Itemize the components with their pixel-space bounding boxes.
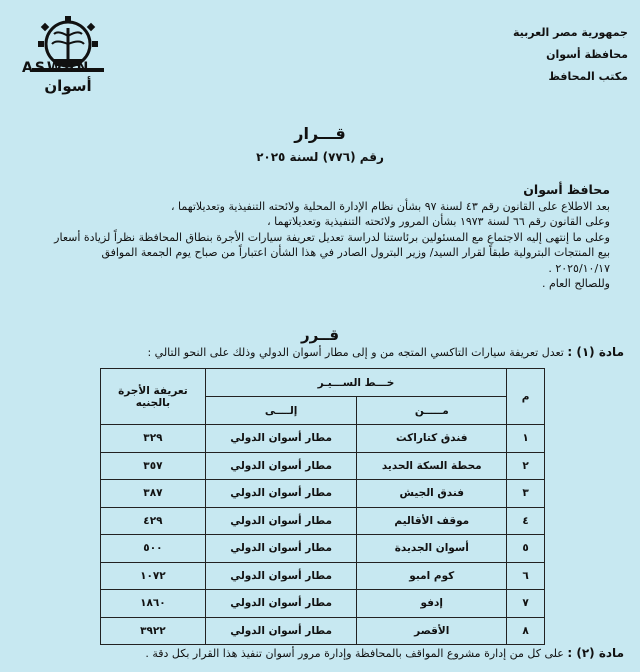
letterhead-governorate: محافظة أسوان [546,48,628,61]
preamble-line: وعلى ما إنتهى إليه الاجتماع مع المسئولين برئاستنا لدراسة تعديل تعريفة سيارات الأجرة بنطاق المحافظة نظراً لزيادة أسعار بيع المنتجات البترولية طبقاً لقرار السيد/ وزير البترول الصادر في هذا الشأن اعتباراً من صباح يوم الجمعة الموافق ٢٠٢٥/١٠/١٧ . [54,230,610,275]
preamble [50,182,610,292]
table-row [101,590,545,618]
cell-no: ٥ [507,535,545,563]
table-row [101,425,545,453]
article-1-label: مادة (١) : [567,345,624,359]
article-2 [24,646,624,660]
fare-table [100,368,545,645]
cell-to: مطار أسوان الدولي [205,452,357,480]
cell-from: الأقصر [357,617,507,645]
col-header-route: خـــط الســـيـر [205,369,506,397]
letterhead [468,22,628,88]
cell-fare: ١٨٦٠ [101,590,206,618]
decree-number: رقم (٧٧٦) لسنة ٢٠٢٥ [256,150,384,164]
table-row [101,535,545,563]
table-row [101,452,545,480]
table-row [101,617,545,645]
cell-from: كوم امبو [357,562,507,590]
preamble-line: بعد الاطلاع على القانون رقم ٤٣ لسنة ٩٧ بشأن نظام الإدارة المحلية ولائحته التنفيذية وتعديلاتهما ، [171,199,610,213]
logo-arabic-text: أسوان [44,77,92,95]
cell-no: ٨ [507,617,545,645]
cell-no: ٣ [507,480,545,508]
cell-fare: ٤٢٩ [101,507,206,535]
preamble-line: وللصالح العام . [541,277,610,290]
governor-heading: محافظ أسوان [523,182,610,197]
cell-fare: ١٠٧٢ [101,562,206,590]
decree-title: قـــرار [294,124,346,143]
article-2-text: على كل من إدارة مشروع المواقف بالمحافظة وإدارة مرور أسوان تنفيذ هذا القرار بكل دقة . [145,647,564,660]
col-header-no: م [507,369,545,425]
cell-fare: ٣٢٩ [101,425,206,453]
cell-from: إدفو [357,590,507,618]
cell-no: ٧ [507,590,545,618]
cell-fare: ٥٠٠ [101,535,206,563]
cell-from: فندق كتاراكت [357,425,507,453]
article-2-label: مادة (٢) : [567,646,624,660]
letterhead-office: مكتب المحافظ [548,70,628,83]
cell-from: موقف الأقاليم [357,507,507,535]
cell-from: محطة السكة الحديد [357,452,507,480]
cell-no: ٢ [507,452,545,480]
cell-to: مطار أسوان الدولي [205,535,357,563]
cell-from: أسوان الجديدة [357,535,507,563]
col-header-from: مـــــن [357,397,507,425]
cell-from: فندق الجيش [357,480,507,508]
cell-no: ٦ [507,562,545,590]
cell-to: مطار أسوان الدولي [205,562,357,590]
cell-fare: ٣٩٢٢ [101,617,206,645]
article-1 [24,345,624,359]
cell-no: ٤ [507,507,545,535]
table-row [101,480,545,508]
cell-fare: ٣٨٧ [101,480,206,508]
col-header-fare: تعريفة الأجرة بالجنيه [101,369,206,425]
cell-fare: ٣٥٧ [101,452,206,480]
logo-english-text: ASWAN [22,60,91,76]
cell-to: مطار أسوان الدولي [205,425,357,453]
article-1-text: تعدل تعريفة سيارات التاكسي المتجه من و إلى مطار أسوان الدولي وذلك على النحو التالي : [147,346,564,359]
table-row [101,562,545,590]
decides-heading: قــرر [300,326,340,344]
cell-no: ١ [507,425,545,453]
table-row [101,507,545,535]
letterhead-country: جمهورية مصر العربية [513,26,628,39]
cell-to: مطار أسوان الدولي [205,590,357,618]
preamble-line: وعلى القانون رقم ٦٦ لسنة ١٩٧٣ بشأن المرور ولائحته التنفيذية وتعديلاتهما ، [267,215,610,228]
col-header-to: إلــــى [205,397,357,425]
cell-to: مطار أسوان الدولي [205,480,357,508]
cell-to: مطار أسوان الدولي [205,507,357,535]
cell-to: مطار أسوان الدولي [205,617,357,645]
